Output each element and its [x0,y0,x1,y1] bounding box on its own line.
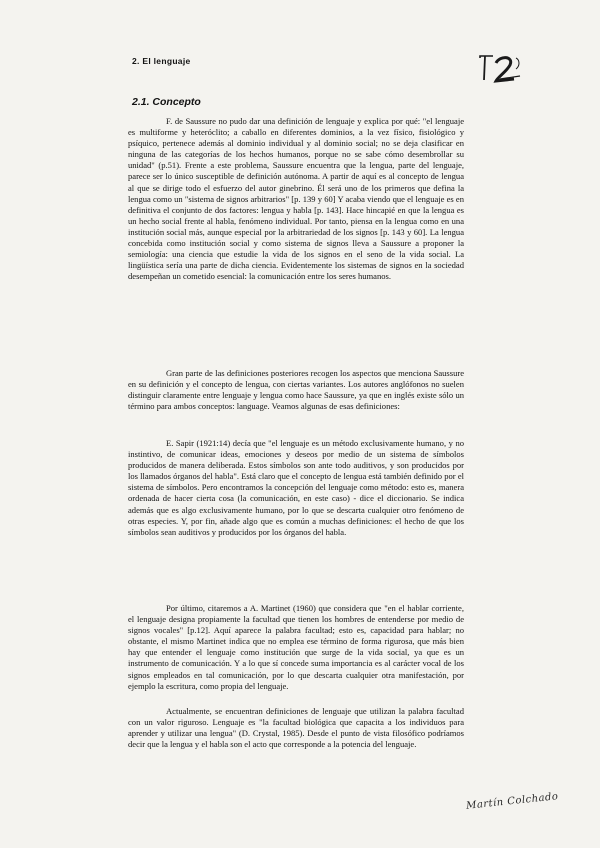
paragraph-text: F. de Saussure no pudo dar una definición de lenguaje y explica por qué: "el lenguaje es multiforme y heteróclito; a caballo en diferentes dominios, a la vez físico, fisiológico y psíquico, pertenece además al dominio individual y al dominio social; no se deja clasificar en ninguna de las categorías de los hechos humanos, porque no se sabe cómo desembrollar su unidad" (p.51). Frente a este problema, Saussure encuentra que la lengua, parte del lenguaje, parece ser lo único susceptible de definición autónoma. A partir de aquí es al concepto de lengua al que se dirige todo el esfuerzo del autor ginebrino. Él será uno de los primeros que defina la lengua como un "sistema de signos arbitrarios" [p. 139 y 60] Y acaba viendo que el lenguaje es en definitiva el conjunto de dos factores: lengua y habla [p. 143]. Hace hincapié en que la lengua es un hecho social frente al habla, fenómeno individual. Por tanto, piensa en la lengua como en una institución social más, aunque especial por la arbitrariedad de los signos [p. 143 y 60]. La lengua concebida como institución social y como sistema de signos lleva a Saussure a proponer la semiología: una ciencia que estudie la vida de los signos en el seno de la vida social. La lingüística sería una parte de dicha ciencia. Evidentemente los sistemas de signos en la sociedad desempeñan un cometido esencial: la comunicación entre los seres humanos. [128,116,464,282]
paragraph-definitions-intro [128,368,464,412]
signature-text: Martín Colchado [465,791,559,812]
handwritten-page-mark [476,52,526,84]
paragraph-text: Actualmente, se encuentran definiciones de lenguaje que utilizan la palabra facultad con un valor riguroso. Lenguaje es "la facultad biológica que capacita a los individuos para aprender y utilizar una lengua" (D. Crystal, 1985). Desde el punto de vista filosófico podríamos decir que la lengua y el habla son el acto que corresponde a la potencia del lenguaje. [128,706,464,750]
section-title: 2. El lenguaje [132,56,191,66]
paragraph-crystal [128,706,464,750]
handwritten-signature [466,792,560,820]
paragraph-text: Por último, citaremos a A. Martinet (1960) que considera que "en el hablar corriente, el lenguaje designa propiamente la facultad que tienen los hombres de entenderse por medio de signos vocales" [p.12]. Aquí aparece la palabra facultad; esto es, capacidad para hablar; no obstante, el mismo Martinet indica que no emplea ese término de forma rigurosa, que más bien hay que entender el lenguaje como institución que surge de la vida social, ya que es un instrumento de comunicación. Y a lo que sí concede suma importancia es al carácter vocal de los signos empleados en tal comunicación, por lo que descarta cualquier otra manifestación, por ejemplo la escritura, como propia del lenguaje. [128,603,464,691]
subsection-title: 2.1. Concepto [132,96,201,108]
paragraph-sapir [128,438,464,538]
paragraph-saussure [128,116,464,282]
paragraph-martinet [128,603,464,692]
paragraph-text: Gran parte de las definiciones posteriores recogen los aspectos que menciona Saussure en su definición y el concepto de lengua, con ciertas variantes. Los autores anglófonos no suelen distinguir claramente entre lenguaje y lengua como hace Saussure, ya que en inglés existe sólo un término para ambos conceptos: language. Veamos algunas de esas definiciones: [128,368,464,412]
paragraph-text: E. Sapir (1921:14) decía que "el lenguaje es un método exclusivamente humano, y no instintivo, de comunicar ideas, emociones y deseos por medio de un sistema de símbolos producidos de manera deliberada. Estos símbolos son ante todo auditivos, y son producidos por los llamados órganos del habla". Está claro que el concepto de lengua está también definido por el sistema de símbolos. Pero encontramos la concepción del lenguaje como método: esto es, manera ordenada de hacer cierta cosa (la comunicación, en este caso) - dice el diccionario. Se indica además que es algo exclusivamente humano, por lo que se descarta cualquier otro fenómeno de otras especies. Y, por fin, añade algo que es común a muchas definiciones: el hecho de que los símbolos sean auditivos y producidos por los órganos del habla. [128,438,464,537]
